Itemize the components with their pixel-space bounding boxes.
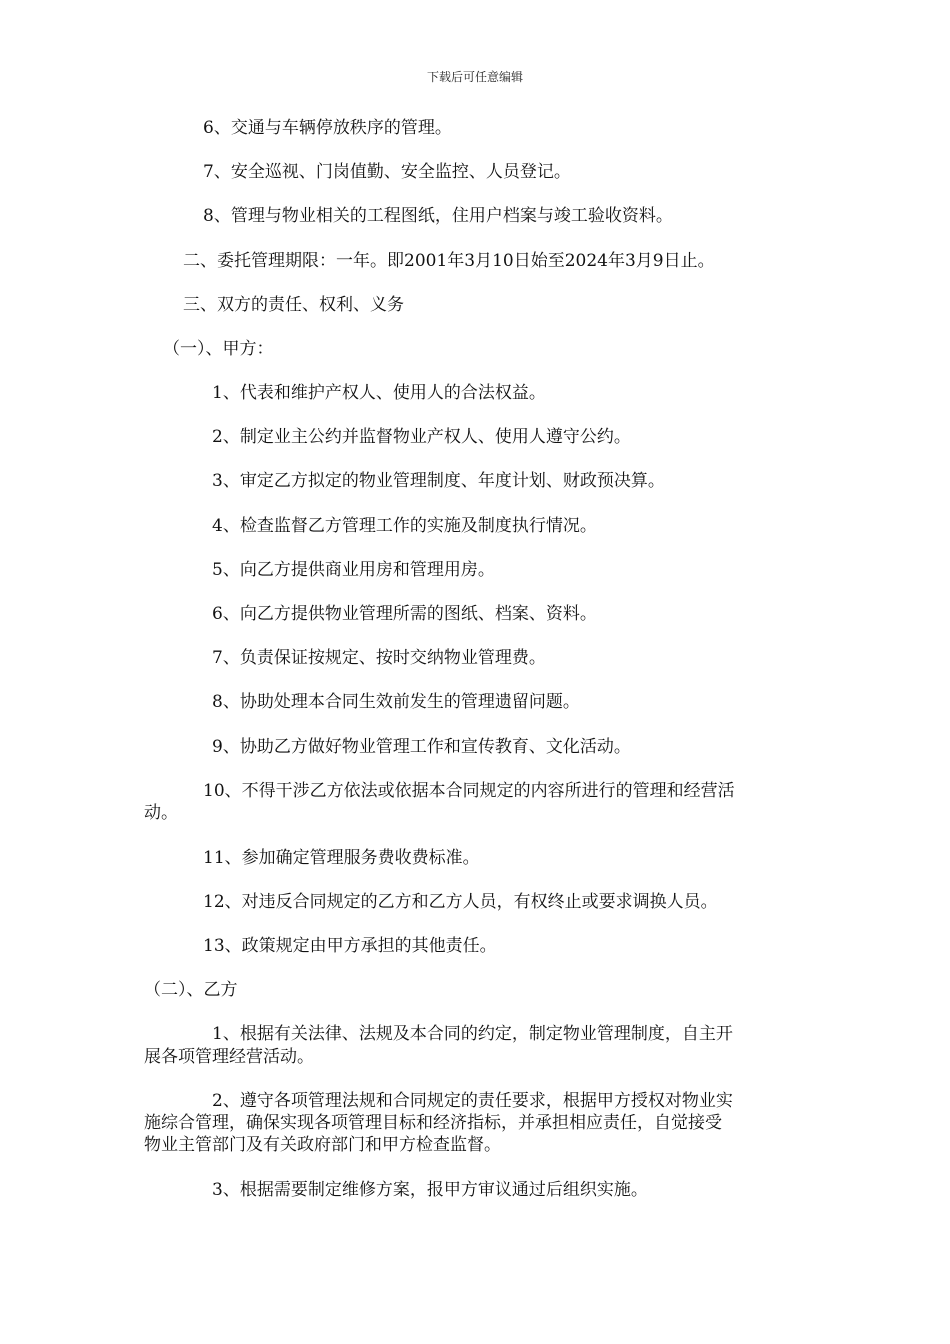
text-line: 9、协助乙方做好物业管理工作和宣传教育、文化活动。 [212,737,631,757]
text-line: 12、对违反合同规定的乙方和乙方人员，有权终止或要求调换人员。 [203,892,718,912]
text-line: 6、交通与车辆停放秩序的管理。 [203,118,452,138]
text-line: 1、代表和维护产权人、使用人的合法权益。 [212,383,546,403]
text-line: 13、政策规定由甲方承担的其他责任。 [203,936,497,956]
text-line: 1、根据有关法律、法规及本合同的约定，制定物业管理制度，自主开 [212,1024,733,1044]
text-line: 5、向乙方提供商业用房和管理用房。 [212,560,495,580]
text-line: 动。 [144,803,178,823]
text-line: 7、安全巡视、门岗值勤、安全监控、人员登记。 [203,162,571,182]
section-heading: 二、委托管理期限：一年。即2001年3月10日始至2024年3月9日止。 [183,251,715,271]
text-line: 7、负责保证按规定、按时交纳物业管理费。 [212,648,546,668]
text-line: 2、遵守各项管理法规和合同规定的责任要求，根据甲方授权对物业实 [212,1091,733,1111]
text-line: 施综合管理，确保实现各项管理目标和经济指标，并承担相应责任，自觉接受 [144,1113,722,1133]
text-line: 物业主管部门及有关政府部门和甲方检查监督。 [144,1135,501,1155]
text-line: 展各项管理经营活动。 [144,1047,314,1067]
text-line: 2、制定业主公约并监督物业产权人、使用人遵守公约。 [212,427,631,447]
text-line: 10、不得干涉乙方依法或依据本合同规定的内容所进行的管理和经营活 [203,781,735,801]
subsection-heading: （二）、乙方 [144,980,238,1000]
text-line: 8、协助处理本合同生效前发生的管理遗留问题。 [212,692,580,712]
text-line: 11、参加确定管理服务费收费标准。 [203,848,480,868]
text-line: 3、审定乙方拟定的物业管理制度、年度计划、财政预决算。 [212,471,665,491]
subsection-heading: （一）、甲方： [163,339,274,359]
text-line: 4、检查监督乙方管理工作的实施及制度执行情况。 [212,516,597,536]
text-line: 8、管理与物业相关的工程图纸，住用户档案与竣工验收资料。 [203,206,673,226]
page-header: 下载后可任意编辑 [426,70,523,84]
text-line: 6、向乙方提供物业管理所需的图纸、档案、资料。 [212,604,597,624]
section-heading: 三、双方的责任、权利、义务 [183,295,404,315]
text-line: 3、根据需要制定维修方案，报甲方审议通过后组织实施。 [212,1180,648,1200]
